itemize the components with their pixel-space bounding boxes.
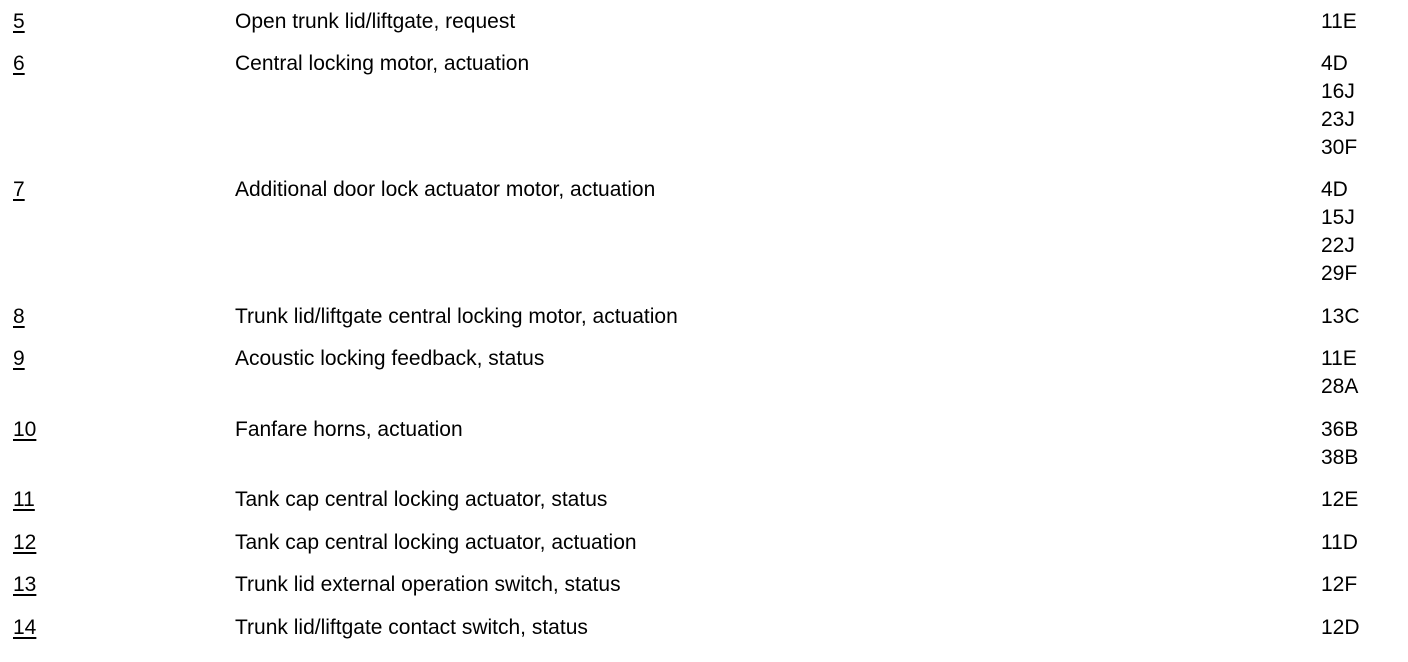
row-code: 30F — [1321, 136, 1358, 159]
table-row — [0, 176, 1408, 303]
row-code: 11E — [1321, 10, 1357, 33]
row-code: 22J — [1321, 234, 1355, 257]
row-number-link[interactable]: 14 — [13, 616, 37, 639]
row-code: 23J — [1321, 108, 1355, 131]
row-code: 12E — [1321, 488, 1359, 511]
row-code: 12D — [1321, 616, 1360, 639]
row-codes — [1321, 303, 1360, 331]
row-codes — [1321, 416, 1358, 472]
row-description: Open trunk lid/liftgate, request — [235, 10, 516, 33]
row-codes — [1321, 614, 1360, 642]
row-codes — [1321, 8, 1357, 36]
table-row — [0, 345, 1408, 416]
row-code: 12F — [1321, 573, 1358, 596]
row-number-link[interactable]: 6 — [13, 52, 25, 75]
row-code: 28A — [1321, 375, 1359, 398]
row-description: Trunk lid external operation switch, status — [235, 573, 621, 596]
row-codes — [1321, 50, 1357, 162]
row-code: 4D — [1321, 52, 1348, 75]
row-description: Trunk lid/liftgate contact switch, status — [235, 616, 588, 639]
row-number-link[interactable]: 5 — [13, 10, 25, 33]
row-code: 16J — [1321, 80, 1355, 103]
table-row — [0, 486, 1408, 529]
table-row — [0, 50, 1408, 176]
table-row — [0, 8, 1408, 50]
row-number-link[interactable]: 7 — [13, 178, 25, 201]
row-codes — [1321, 176, 1357, 288]
row-code: 29F — [1321, 262, 1358, 285]
row-description: Tank cap central locking actuator, status — [235, 488, 608, 511]
row-code: 38B — [1321, 446, 1359, 469]
row-description: Acoustic locking feedback, status — [235, 347, 545, 370]
row-code: 11D — [1321, 531, 1358, 554]
row-codes — [1321, 571, 1357, 599]
row-code: 13C — [1321, 305, 1360, 328]
row-number-link[interactable]: 11 — [13, 488, 35, 511]
row-description: Fanfare horns, actuation — [235, 418, 463, 441]
row-code: 15J — [1321, 206, 1355, 229]
row-number-link[interactable]: 8 — [13, 305, 25, 328]
row-number-link[interactable]: 12 — [13, 531, 37, 554]
table-row — [0, 571, 1408, 614]
row-code: 4D — [1321, 178, 1348, 201]
row-codes — [1321, 529, 1358, 557]
row-description: Trunk lid/liftgate central locking motor, actuation — [235, 305, 678, 328]
table-row — [0, 416, 1408, 486]
row-code: 36B — [1321, 418, 1359, 441]
table-row — [0, 303, 1408, 345]
row-codes — [1321, 345, 1358, 401]
table-row — [0, 529, 1408, 571]
row-description: Additional door lock actuator motor, actuation — [235, 178, 656, 201]
table-row — [0, 614, 1408, 656]
row-number-link[interactable]: 13 — [13, 573, 37, 596]
row-codes — [1321, 486, 1358, 514]
row-description: Tank cap central locking actuator, actuation — [235, 531, 637, 554]
row-description: Central locking motor, actuation — [235, 52, 530, 75]
row-number-link[interactable]: 10 — [13, 418, 37, 441]
row-code: 11E — [1321, 347, 1357, 370]
row-number-link[interactable]: 9 — [13, 347, 25, 370]
